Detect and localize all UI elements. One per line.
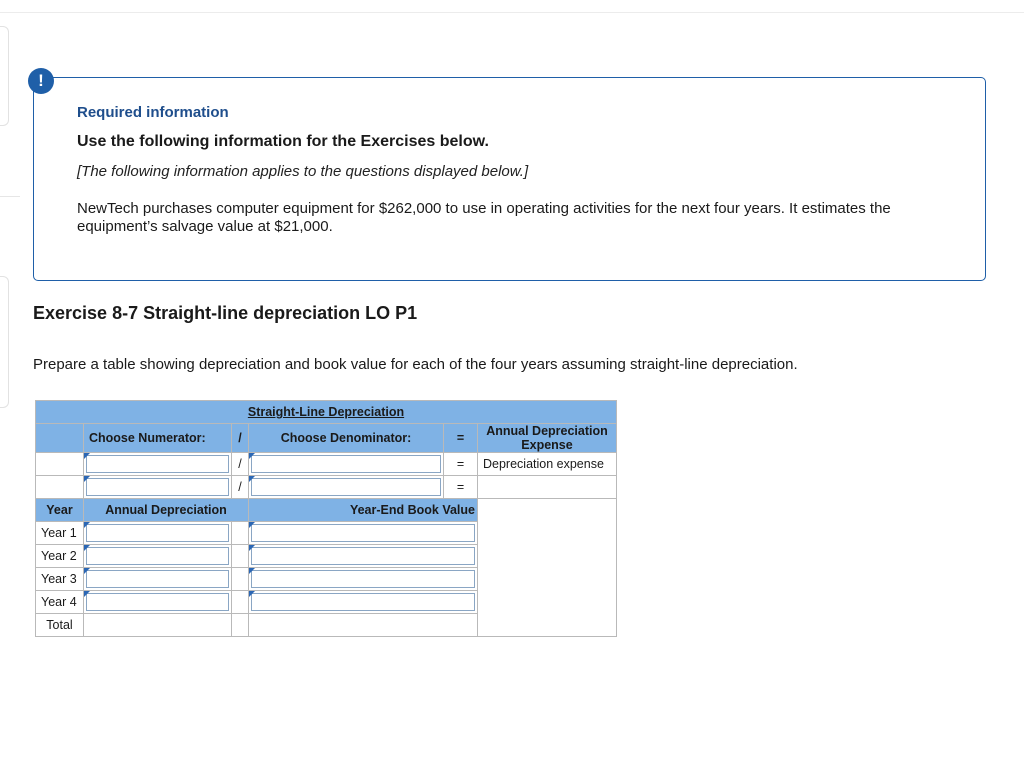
- col-annual-dep-header: Annual Depreciation: [84, 499, 249, 522]
- numerator-input-2[interactable]: [84, 476, 232, 499]
- annual-dep-input-year-3[interactable]: [84, 568, 232, 591]
- top-divider: [0, 12, 1024, 13]
- info-heading: Use the following information for the Exercises below.: [77, 133, 489, 150]
- total-annual-dep-cell: [84, 614, 232, 637]
- side-divider: [0, 196, 20, 197]
- divide-symbol: /: [232, 453, 249, 476]
- divide-symbol: /: [232, 424, 249, 453]
- input-flag-icon: [249, 476, 255, 482]
- input-box[interactable]: [86, 593, 229, 611]
- exercise-instructions: Prepare a table showing depreciation and book value for each of the four years assuming straight-line depreciation.: [33, 356, 798, 373]
- spacer-cell: [232, 568, 249, 591]
- spacer-cell: [232, 545, 249, 568]
- input-box[interactable]: [251, 524, 475, 542]
- exercise-title: Exercise 8-7 Straight-line depreciation LO P1: [33, 303, 418, 323]
- input-box[interactable]: [86, 547, 229, 565]
- book-value-input-year-1[interactable]: [249, 522, 478, 545]
- input-flag-icon: [84, 545, 90, 551]
- input-flag-icon: [84, 591, 90, 597]
- year-label: Year 3: [36, 568, 84, 591]
- table-title: Straight-Line Depreciation: [36, 401, 617, 424]
- header-empty-cell: [36, 424, 84, 453]
- side-tab[interactable]: [0, 26, 9, 126]
- input-box[interactable]: [251, 593, 475, 611]
- annual-dep-input-year-4[interactable]: [84, 591, 232, 614]
- result-header: Annual Depreciation Expense: [478, 424, 617, 453]
- spacer-cell: [232, 591, 249, 614]
- info-note: [The following information applies to the questions displayed below.]: [77, 163, 529, 180]
- blank-area: [478, 499, 617, 637]
- side-tab[interactable]: [0, 276, 9, 408]
- input-flag-icon: [84, 476, 90, 482]
- equals-symbol: =: [444, 476, 478, 499]
- denominator-input-1[interactable]: [249, 453, 444, 476]
- input-box[interactable]: [251, 478, 441, 496]
- alert-icon: !: [28, 68, 54, 94]
- input-flag-icon: [249, 545, 255, 551]
- info-body: NewTech purchases computer equipment for $262,000 to use in operating activities for the next four years. It estimates the equipment’s salvage value at $21,000.: [77, 200, 891, 235]
- input-flag-icon: [249, 568, 255, 574]
- spacer-cell: [232, 614, 249, 637]
- col-year-header: Year: [36, 499, 84, 522]
- annual-dep-input-year-2[interactable]: [84, 545, 232, 568]
- spacer-cell: [232, 522, 249, 545]
- depreciation-table: [35, 400, 617, 637]
- equals-symbol: =: [444, 453, 478, 476]
- info-title: Required information: [77, 104, 229, 121]
- result-cell-1: Depreciation expense: [478, 453, 617, 476]
- year-label: Year 1: [36, 522, 84, 545]
- numerator-header: Choose Numerator:: [84, 424, 232, 453]
- book-value-input-year-2[interactable]: [249, 545, 478, 568]
- result-cell-2: [478, 476, 617, 499]
- annual-dep-input-year-1[interactable]: [84, 522, 232, 545]
- row-label-cell: [36, 453, 84, 476]
- input-box[interactable]: [86, 570, 229, 588]
- input-flag-icon: [84, 522, 90, 528]
- total-book-value-cell: [249, 614, 478, 637]
- input-box[interactable]: [86, 478, 229, 496]
- input-flag-icon: [249, 453, 255, 459]
- input-flag-icon: [249, 522, 255, 528]
- equals-symbol: =: [444, 424, 478, 453]
- book-value-input-year-3[interactable]: [249, 568, 478, 591]
- input-box[interactable]: [251, 455, 441, 473]
- row-label-cell: [36, 476, 84, 499]
- year-label: Year 2: [36, 545, 84, 568]
- total-label: Total: [36, 614, 84, 637]
- numerator-input-1[interactable]: [84, 453, 232, 476]
- divide-symbol: /: [232, 476, 249, 499]
- col-book-value-header: Year-End Book Value: [249, 499, 478, 522]
- input-flag-icon: [84, 568, 90, 574]
- input-box[interactable]: [86, 455, 229, 473]
- input-flag-icon: [84, 453, 90, 459]
- input-box[interactable]: [86, 524, 229, 542]
- denominator-input-2[interactable]: [249, 476, 444, 499]
- input-flag-icon: [249, 591, 255, 597]
- input-box[interactable]: [251, 547, 475, 565]
- book-value-input-year-4[interactable]: [249, 591, 478, 614]
- denominator-header: Choose Denominator:: [249, 424, 444, 453]
- year-label: Year 4: [36, 591, 84, 614]
- input-box[interactable]: [251, 570, 475, 588]
